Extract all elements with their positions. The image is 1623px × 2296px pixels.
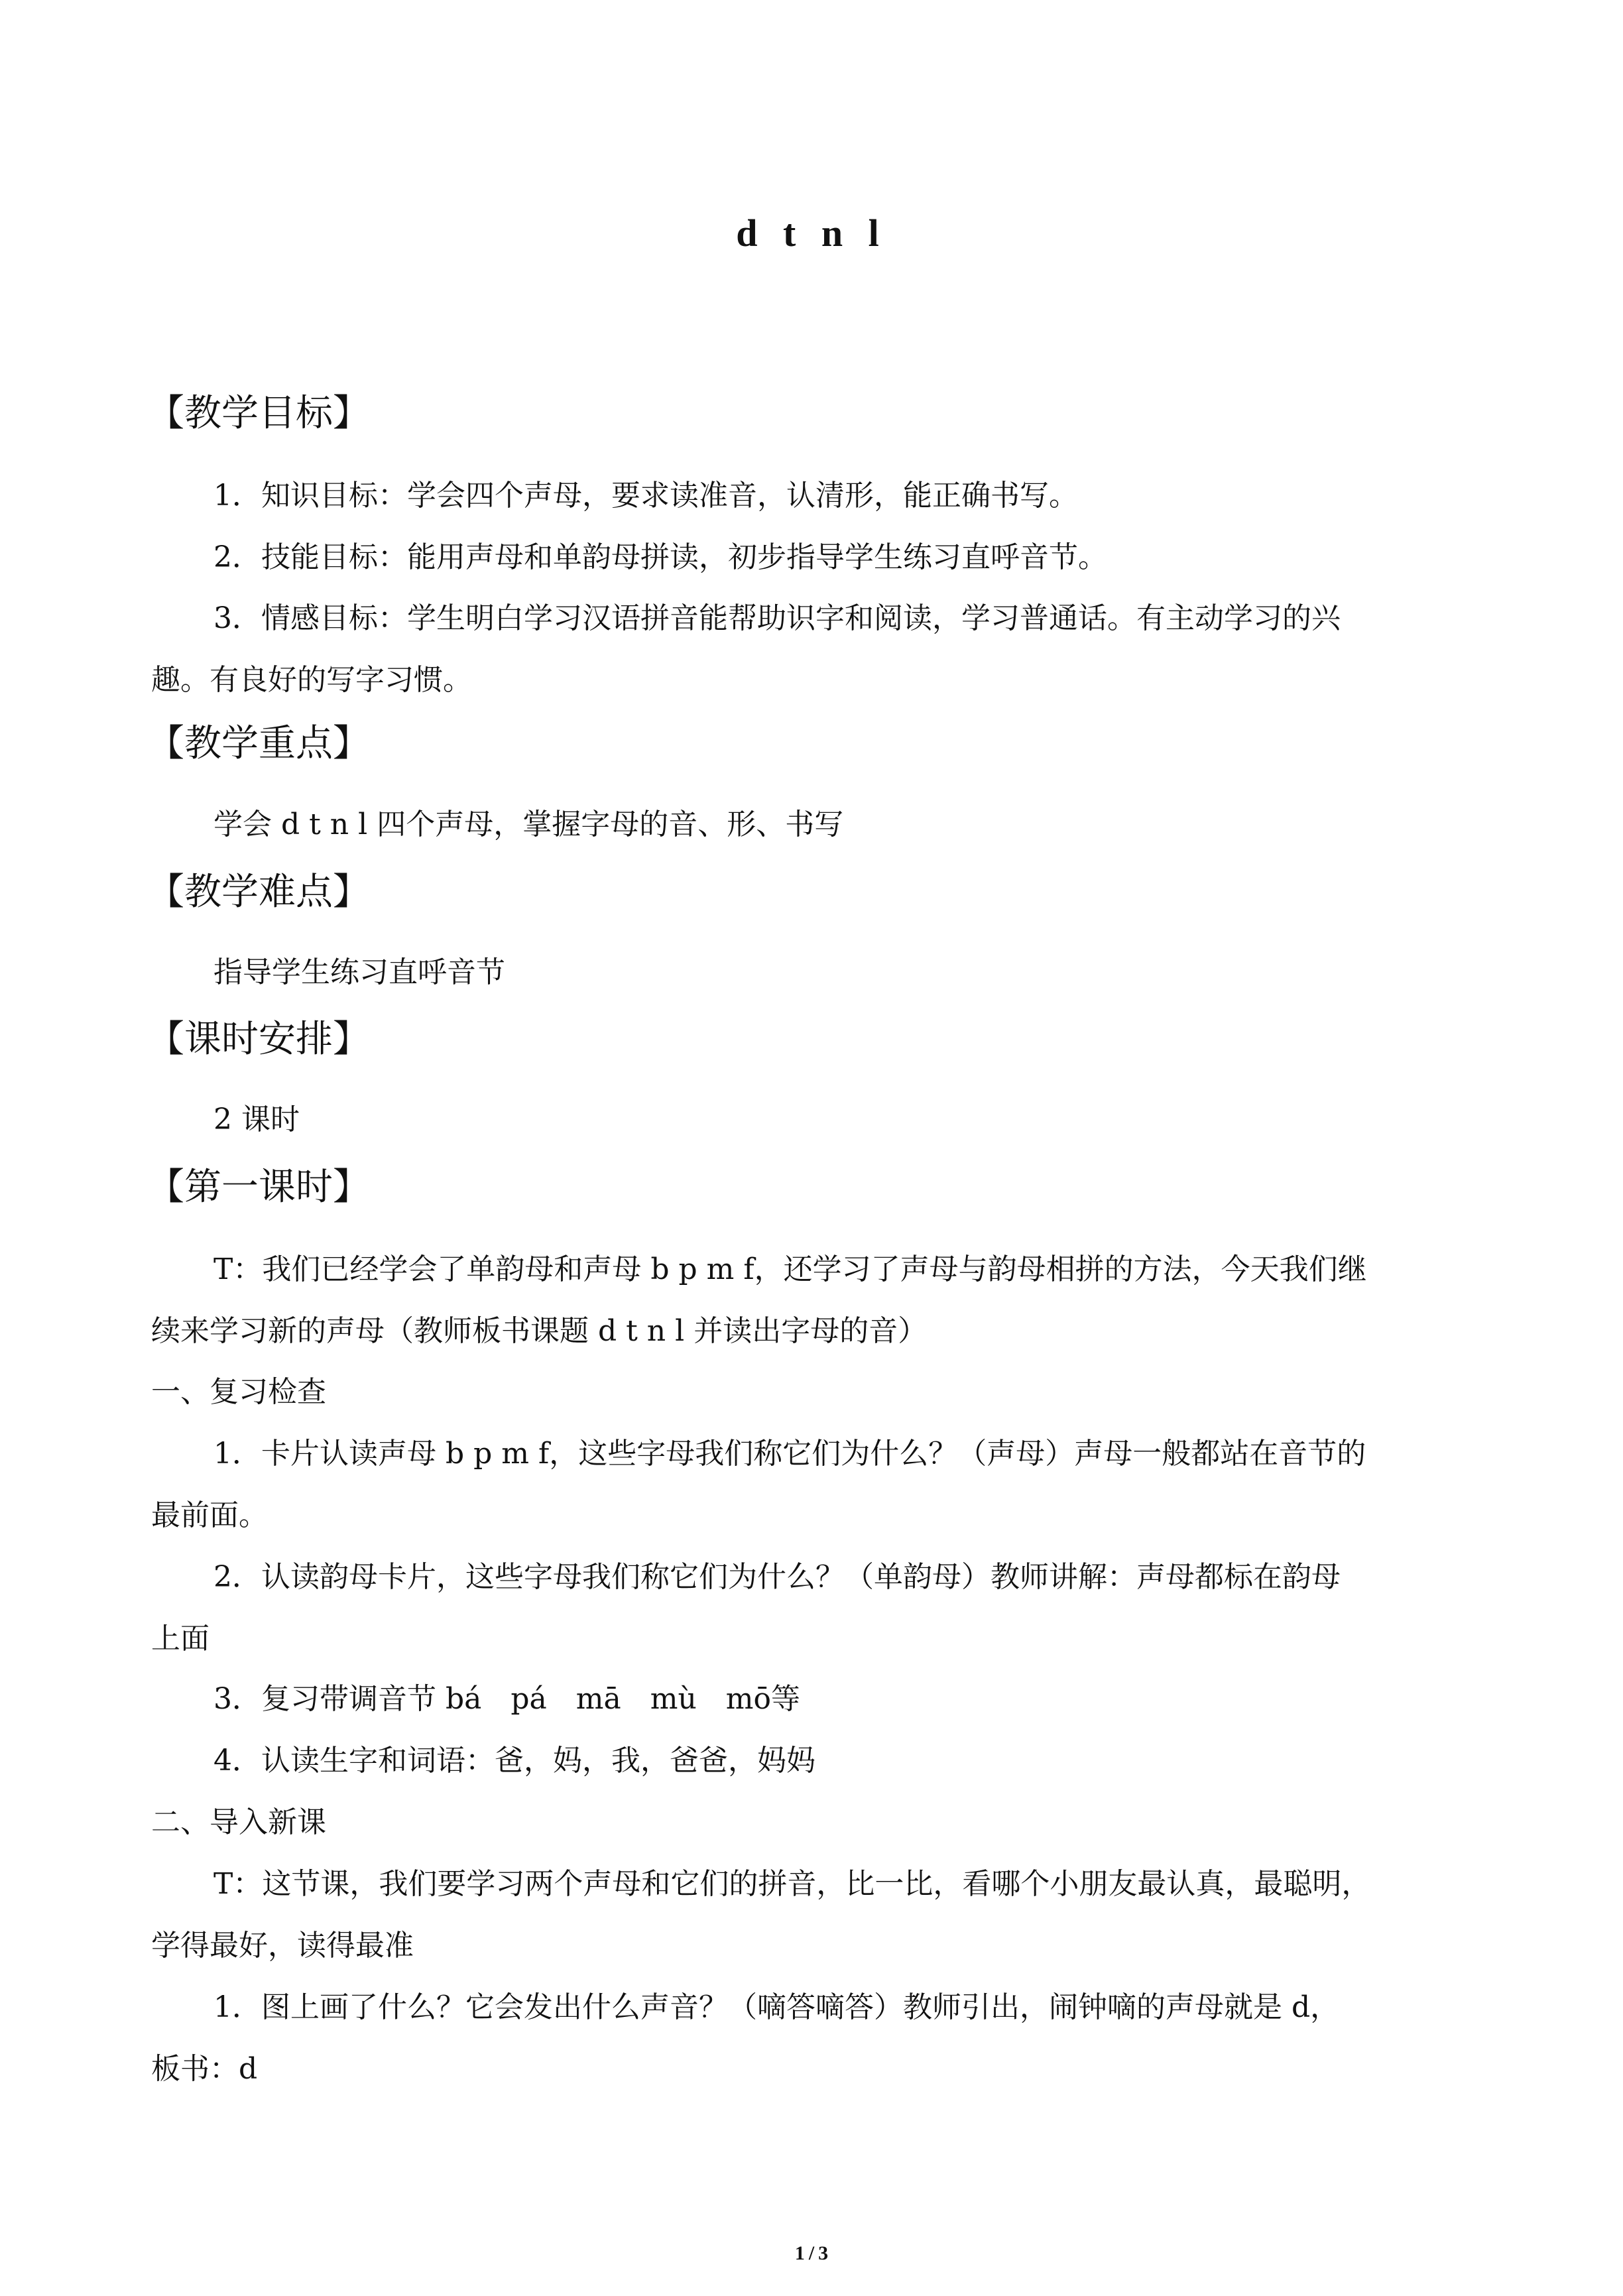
heading-difficulties: 【教学难点】 [147, 871, 370, 914]
objective-item-3-line-1: 3．情感目标：学生明白学习汉语拼音能帮助识字和阅读，学习普通话。有主动学习的兴 [213, 601, 1341, 635]
review-item-3: 3．复习带调音节 bá pá mā mù mō等 [213, 1682, 801, 1716]
key-points-text: 学会 d t n l 四个声母，掌握字母的音、形、书写 [213, 808, 844, 841]
document-title: d t n l [736, 211, 887, 255]
objective-item-2: 2．技能目标：能用声母和单韵母拼读，初步指导学生练习直呼音节。 [213, 540, 1107, 574]
new-lesson-intro-line-1: T：这节课，我们要学习两个声母和它们的拼音，比一比，看哪个小朋友最认真，最聪明， [213, 1867, 1371, 1901]
first-lesson-intro-line-1: T：我们已经学会了单韵母和声母 b p m f，还学习了声母与韵母相拼的方法，今天我们继 [213, 1252, 1367, 1286]
heading-objectives: 【教学目标】 [147, 392, 370, 435]
new-lesson-heading: 二、导入新课 [151, 1805, 326, 1839]
heading-schedule: 【课时安排】 [147, 1018, 370, 1061]
current-page: 1 [794, 2242, 805, 2264]
schedule-text: 2 课时 [213, 1103, 300, 1136]
objective-item-1: 1．知识目标：学会四个声母，要求读准音，认清形，能正确书写。 [213, 479, 1078, 513]
new-lesson-item-1-line-2: 板书：d [151, 2052, 258, 2086]
difficulties-text: 指导学生练习直呼音节 [213, 955, 505, 989]
new-lesson-intro-line-2: 学得最好，读得最准 [151, 1929, 414, 1963]
first-lesson-intro-line-2: 续来学习新的声母（教师板书课题 d t n l 并读出字母的音） [151, 1314, 928, 1348]
review-item-1-line-2: 最前面。 [151, 1498, 268, 1532]
review-item-2-line-1: 2．认读韵母卡片，这些字母我们称它们为什么？（单韵母）教师讲解：声母都标在韵母 [213, 1560, 1341, 1594]
heading-key-points: 【教学重点】 [147, 722, 370, 765]
review-item-2-line-2: 上面 [151, 1622, 210, 1656]
page-number: 1 / 3 [794, 2242, 829, 2264]
total-pages: 3 [818, 2242, 829, 2264]
review-item-4: 4．认读生字和词语：爸，妈，我，爸爸，妈妈 [213, 1744, 815, 1778]
new-lesson-item-1-line-1: 1．图上画了什么？它会发出什么声音？（嘀答嘀答）教师引出，闹钟嘀的声母就是 d， [213, 1990, 1340, 2024]
heading-first-lesson: 【第一课时】 [147, 1166, 370, 1209]
review-heading: 一、复习检查 [151, 1375, 326, 1409]
review-item-1-line-1: 1．卡片认读声母 b p m f，这些字母我们称它们为什么？（声母）声母一般都站在音节的 [213, 1437, 1366, 1471]
objective-item-3-line-2: 趣。有良好的写字习惯。 [151, 663, 472, 697]
